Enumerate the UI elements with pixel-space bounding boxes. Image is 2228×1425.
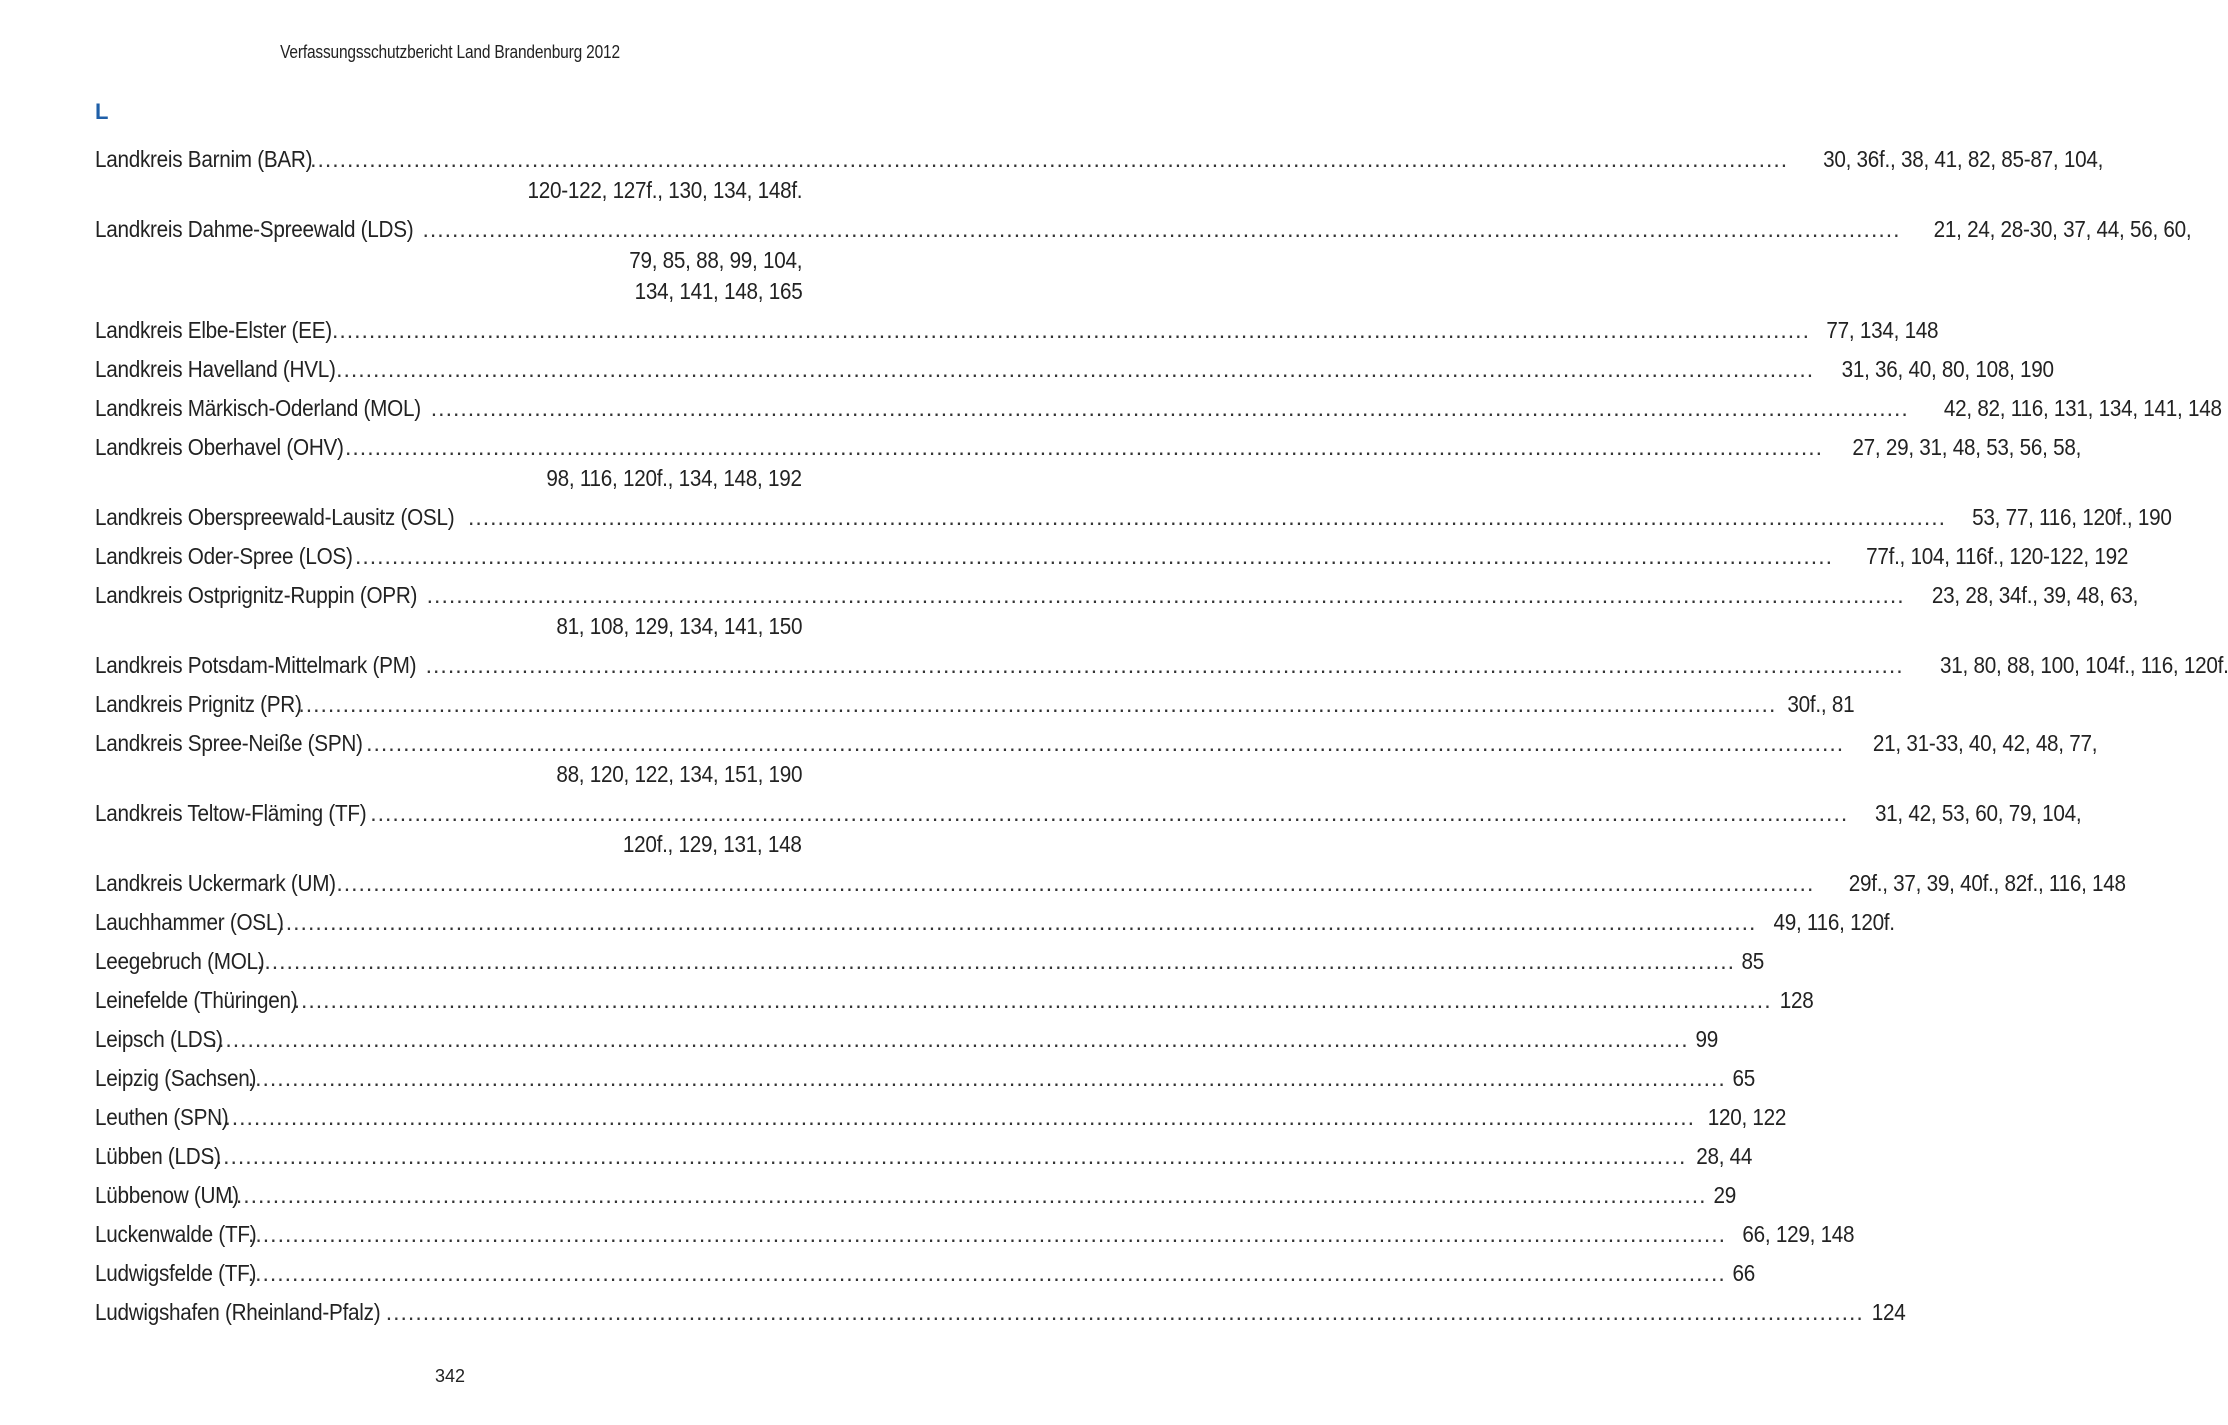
index-entry-row [95, 144, 2104, 175]
index-pages [1909, 580, 2138, 611]
index-entry [95, 728, 2098, 790]
index-entry [95, 1024, 1718, 1055]
index-pages [1693, 1024, 1718, 1055]
index-entry [95, 354, 2054, 385]
index-entry [95, 144, 2104, 206]
index-pages [1950, 502, 2172, 533]
index-term: Leuthen (SPN) [95, 1104, 229, 1130]
dot-leader: ........................................................................................................................................................................................................ [310, 146, 1789, 172]
index-term: Luckenwalde (TF) [95, 1221, 257, 1247]
running-header: Verfassungsschutzbericht Land Brandenburg 2012 [280, 42, 620, 62]
index-entry [95, 907, 1896, 938]
index-term: Landkreis Potsdam-Mittelmark (PM) [95, 652, 417, 678]
dot-leader: ........................................................................................................................................................................................................ [248, 1221, 1727, 1247]
page-refs-line: 120f., 129, 131, 148 [623, 831, 802, 857]
index-entry [95, 985, 1814, 1016]
page-refs-continuation [95, 463, 802, 494]
index-pages [1711, 1180, 1736, 1211]
page-refs-line: 31, 42, 53, 60, 79, 104, [1875, 800, 2082, 826]
index-entry-row [95, 1024, 1718, 1055]
page-refs-line: 99 [1695, 1026, 1718, 1052]
dot-leader: ........................................................................................................................................................................................................ [216, 1104, 1696, 1130]
index-entry-row [95, 1297, 1906, 1328]
page-refs-line: 23, 28, 34f., 39, 48, 63, [1931, 582, 2138, 608]
page-refs-line: 120, 122 [1707, 1104, 1787, 1130]
page-refs-line: 30, 36f., 38, 41, 82, 85-87, 104, [1823, 146, 2104, 172]
index-term: Ludwigsfelde (TF) [95, 1260, 257, 1286]
index-term: Ludwigshafen (Rheinland-Pfalz) [95, 1299, 381, 1325]
index-entry-row [95, 393, 2222, 424]
page-refs-continuation [95, 276, 802, 307]
dot-leader: ........................................................................................................................................................................................................ [331, 317, 1810, 343]
index-entry-row [95, 868, 2127, 899]
index-entry [95, 432, 2082, 494]
index-term: Leipzig (Sachsen) [95, 1065, 257, 1091]
index-entry-row [95, 432, 2082, 463]
index-entry [95, 1219, 1855, 1250]
page-refs-line: 53, 77, 116, 120f., 190 [1972, 504, 2172, 530]
section-letter: L [95, 99, 109, 124]
index-entry-row [95, 354, 2054, 385]
index-list [95, 144, 2228, 1336]
index-entry-row [95, 728, 2098, 759]
index-term: Landkreis Teltow-Fläming (TF) [95, 800, 367, 826]
index-pages [1908, 650, 2228, 681]
dot-leader: ........................................................................................................................................................................................................ [336, 870, 1815, 896]
page-refs-line: 42, 82, 116, 131, 134, 141, 148 [1943, 395, 2222, 421]
index-pages [1818, 354, 2054, 385]
index-term: Landkreis Havelland (HVL) [95, 356, 336, 382]
index-entry-row [95, 907, 1896, 938]
dot-leader: ........................................................................................................................................................................................................ [425, 652, 1904, 678]
index-entry-row [95, 1219, 1855, 1250]
index-entry-row [95, 985, 1814, 1016]
index-pages [1760, 907, 1895, 938]
page-refs-line: 134, 141, 148, 165 [634, 278, 802, 304]
page-refs-line: 21, 24, 28-30, 37, 44, 56, 60, [1933, 216, 2191, 242]
index-entry [95, 1297, 1906, 1328]
index-pages [1739, 946, 1764, 977]
page-refs-line: 28, 44 [1696, 1143, 1753, 1169]
page-refs-line: 88, 120, 122, 134, 151, 190 [556, 761, 802, 787]
index-entry-row [95, 315, 1939, 346]
page-refs-line: 124 [1871, 1299, 1906, 1325]
index-entry-row [95, 1063, 1755, 1094]
index-term: Landkreis Uckermark (UM) [95, 870, 336, 896]
index-term: Lübben (LDS) [95, 1143, 221, 1169]
index-entry [95, 1141, 1753, 1172]
index-pages [1837, 541, 2128, 572]
index-term: Leipsch (LDS) [95, 1026, 223, 1052]
dot-leader: ........................................................................................................................................................................................................ [426, 582, 1905, 608]
index-entry [95, 315, 1939, 346]
index-pages [1730, 1258, 1755, 1289]
dot-leader: ........................................................................................................................................................................................................ [247, 1065, 1726, 1091]
page-refs-line: 79, 85, 88, 99, 104, [629, 247, 802, 273]
index-entry-row [95, 1141, 1753, 1172]
dot-leader: ........................................................................................................................................................................................................ [468, 504, 1947, 530]
dot-leader: ........................................................................................................................................................................................................ [247, 1260, 1726, 1286]
index-entry [95, 689, 1855, 720]
page-refs-continuation [95, 245, 802, 276]
index-pages [1848, 728, 2097, 759]
index-entry [95, 214, 2191, 307]
index-entry [95, 1180, 1736, 1211]
dot-leader: ........................................................................................................................................................................................................ [256, 948, 1736, 974]
index-pages [1690, 1141, 1752, 1172]
dot-leader: ........................................................................................................................................................................................................ [430, 395, 1909, 421]
page-refs-line: 77, 134, 148 [1826, 317, 1939, 343]
index-entry-row [95, 1180, 1736, 1211]
index-entry [95, 1258, 1755, 1289]
index-term: Landkreis Dahme-Spreewald (LDS) [95, 216, 414, 242]
index-term: Landkreis Elbe-Elster (EE) [95, 317, 332, 343]
index-entry [95, 1102, 1787, 1133]
index-pages [1818, 868, 2126, 899]
dot-leader: ........................................................................................................................................................................................................ [278, 909, 1757, 935]
index-entry-row [95, 1102, 1787, 1133]
page-refs-continuation [95, 175, 802, 206]
dot-leader: ........................................................................................................................................................................................................ [354, 543, 1833, 569]
dot-leader: ........................................................................................................................................................................................................ [228, 1182, 1707, 1208]
index-entry-row [95, 689, 1855, 720]
index-term: Landkreis Oberhavel (OHV) [95, 434, 344, 460]
page-refs-line: 98, 116, 120f., 134, 148, 192 [546, 465, 802, 491]
page-number: 342 [434, 1366, 466, 1386]
index-entry [95, 946, 1764, 977]
page-refs-continuation [95, 759, 802, 790]
page-refs-line: 27, 29, 31, 48, 53, 56, 58, [1852, 434, 2082, 460]
index-term: Landkreis Spree-Neiße (SPN) [95, 730, 363, 756]
index-entry [95, 393, 2222, 424]
index-pages [1776, 985, 1813, 1016]
index-pages [1730, 1219, 1854, 1250]
index-pages [1905, 214, 2191, 245]
index-entry [95, 798, 2082, 860]
index-entry [95, 502, 2172, 533]
dot-leader: ........................................................................................................................................................................................................ [366, 730, 1845, 756]
index-pages [1827, 432, 2081, 463]
index-term: Leinefelde (Thüringen) [95, 987, 298, 1013]
index-entry-row [95, 214, 2191, 245]
page-refs-line: 29f., 37, 39, 40f., 82f., 116, 148 [1849, 870, 2127, 896]
index-pages [1792, 144, 2103, 175]
index-pages [1814, 315, 1938, 346]
index-term: Lübbenow (UM) [95, 1182, 239, 1208]
index-entry [95, 1063, 1755, 1094]
page-refs-line: 49, 116, 120f. [1773, 909, 1896, 935]
index-pages [1730, 1063, 1755, 1094]
dot-leader: ........................................................................................................................................................................................................ [208, 1143, 1687, 1169]
page-refs-line: 65 [1732, 1065, 1755, 1091]
dot-leader: ........................................................................................................................................................................................................ [370, 800, 1849, 826]
dot-leader: ........................................................................................................................................................................................................ [385, 1299, 1864, 1325]
index-term: Landkreis Barnim (BAR) [95, 146, 313, 172]
index-term: Landkreis Prignitz (PR) [95, 691, 302, 717]
page-refs-line: 29 [1712, 1182, 1736, 1208]
index-term: Landkreis Märkisch-Oderland (MOL) [95, 395, 421, 421]
index-entry [95, 650, 2228, 681]
page-refs-line: 77f., 104, 116f., 120-122, 192 [1866, 543, 2129, 569]
index-term: Lauchhammer (OSL) [95, 909, 284, 935]
index-pages [1780, 689, 1854, 720]
page-refs-continuation [95, 611, 802, 642]
page-refs-line: 21, 31-33, 40, 42, 48, 77, [1873, 730, 2098, 756]
dot-leader: ........................................................................................................................................................................................................ [293, 987, 1772, 1013]
dot-leader: ........................................................................................................................................................................................................ [336, 356, 1815, 382]
index-term: Landkreis Oder-Spree (LOS) [95, 543, 353, 569]
index-entry-row [95, 502, 2172, 533]
index-entry-row [95, 541, 2129, 572]
index-pages [1868, 1297, 1905, 1328]
page-refs-line: 120-122, 127f., 130, 134, 148f. [527, 177, 802, 203]
index-pages [1699, 1102, 1786, 1133]
page-refs-line: 31, 80, 88, 100, 104f., 116, 120f. [1939, 652, 2228, 678]
index-entry [95, 868, 2127, 899]
page-refs-line: 85 [1741, 948, 1764, 974]
index-entry [95, 541, 2129, 572]
dot-leader: ........................................................................................................................................................................................................ [210, 1026, 1689, 1052]
index-entry-row [95, 650, 2228, 681]
index-entry-row [95, 946, 1764, 977]
page-refs-line: 30f., 81 [1787, 691, 1855, 717]
index-term: Landkreis Oberspreewald-Lausitz (OSL) [95, 504, 455, 530]
index-pages [1913, 393, 2222, 424]
index-entry-row [95, 798, 2082, 829]
page-refs-line: 31, 36, 40, 80, 108, 190 [1841, 356, 2054, 382]
index-entry-row [95, 580, 2138, 611]
page-refs-line: 66 [1732, 1260, 1755, 1286]
index-term: Leegebruch (MOL) [95, 948, 265, 974]
page-refs-line: 66, 129, 148 [1742, 1221, 1855, 1247]
index-term: Landkreis Ostprignitz-Ruppin (OPR) [95, 582, 418, 608]
dot-leader: ........................................................................................................................................................................................................ [298, 691, 1777, 717]
page-refs-continuation [95, 829, 802, 860]
page-refs-line: 128 [1779, 987, 1814, 1013]
dot-leader: ........................................................................................................................................................................................................ [345, 434, 1824, 460]
dot-leader: ........................................................................................................................................................................................................ [422, 216, 1901, 242]
index-pages [1852, 798, 2081, 829]
page-refs-line: 81, 108, 129, 134, 141, 150 [556, 613, 802, 639]
index-entry-row [95, 1258, 1755, 1289]
index-entry [95, 580, 2138, 642]
